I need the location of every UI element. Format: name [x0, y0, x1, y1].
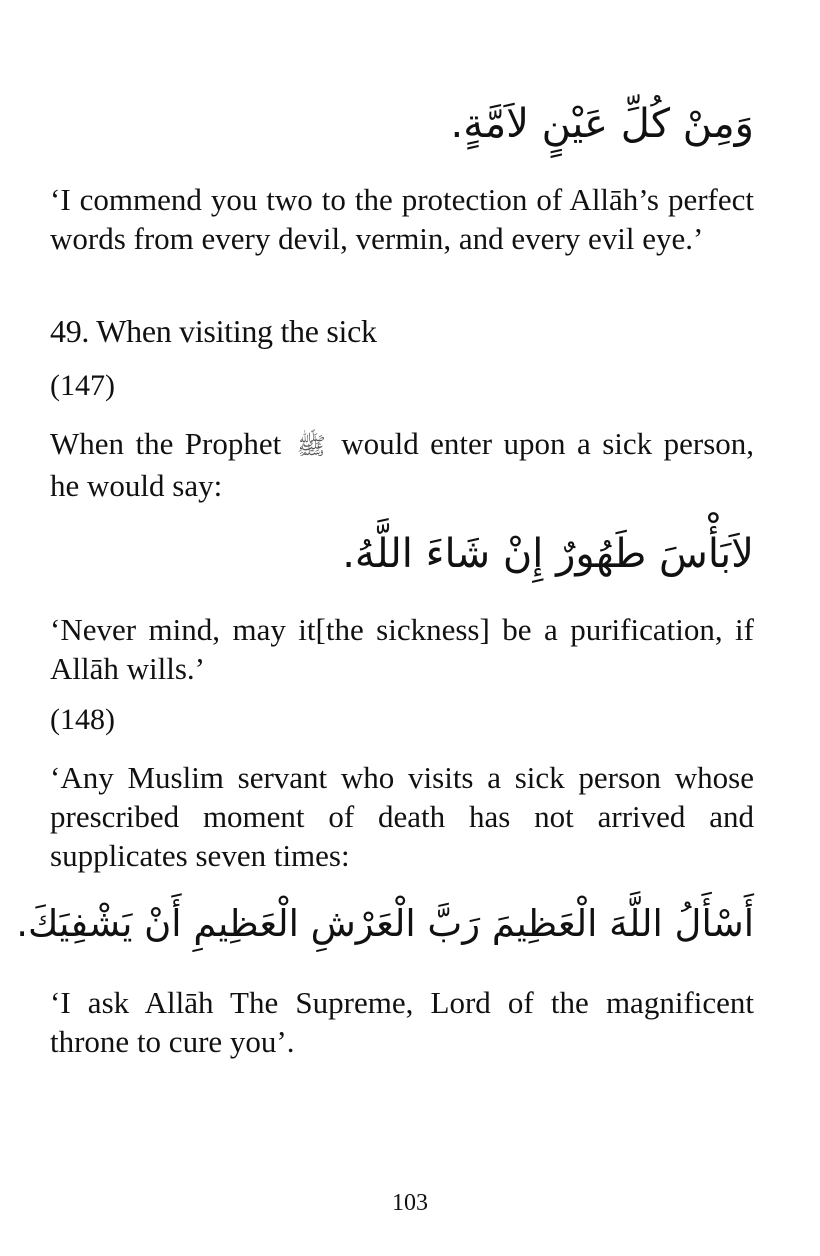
hadith-number-148: (148): [50, 703, 115, 736]
intro-147-before: When the Prophet: [50, 426, 282, 461]
arabic-supplication-sick: لاَبَأْسَ طَهُورٌ إِنْ شَاءَ اللَّهُ.: [342, 531, 754, 577]
hadith-number-147: (147): [50, 369, 115, 402]
hadith-147-intro: [50, 424, 754, 505]
translation-cure: ‘I ask Allāh The Supreme, Lord of the magnificent throne to cure you’.: [50, 985, 754, 1059]
intro-147-after: would enter upon a sick person, he would say:: [50, 426, 755, 504]
arabic-supplication-protection: وَمِنْ كُلِّ عَيْنٍ لاَمَّةٍ.: [450, 101, 754, 147]
section-heading: 49. When visiting the sick: [50, 313, 377, 349]
page-number: 103: [392, 1190, 428, 1216]
translation-sick: ‘Never mind, may it[the sickness] be a purification, if Allāh wills.’: [50, 612, 754, 686]
hadith-148-intro: ‘Any Muslim servant who visits a sick person whose prescribed moment of death has not arrived and supplicates seven times:: [50, 760, 754, 873]
arabic-supplication-cure: أَسْأَلُ اللَّهَ الْعَظِيمَ رَبَّ الْعَرْشِ الْعَظِيمِ أَنْ يَشْفِيَكَ.: [16, 902, 754, 945]
honorific-icon: ﷺ: [296, 432, 326, 461]
translation-protection: ‘I commend you two to the protection of Allāh’s perfect words from every devil, vermin, and every evil eye.’: [50, 182, 754, 256]
